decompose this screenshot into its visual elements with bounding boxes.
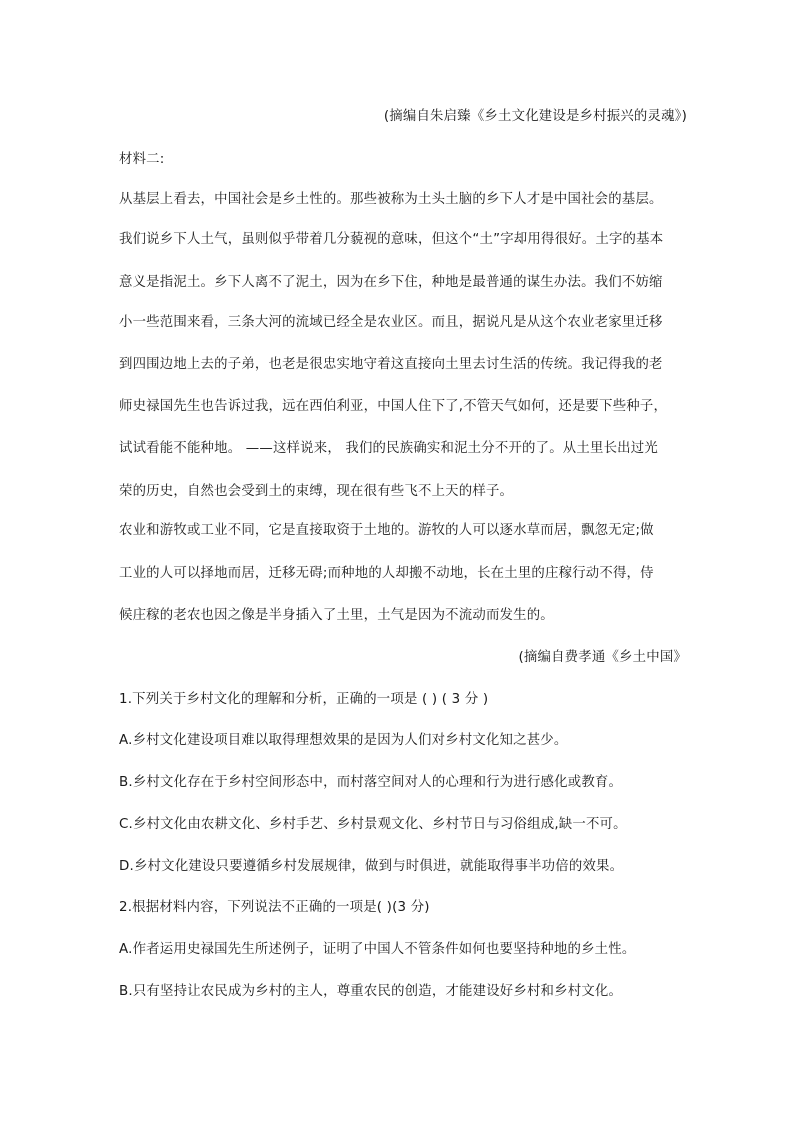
paragraph-line: 小一些范围来看，三条大河的流域已经全是农业区。而且，据说凡是从这个农业老家里迁移: [119, 315, 663, 330]
source-citation-two: (摘编自费孝通《乡土中国》: [518, 650, 687, 665]
paragraph-line: 从基层上看去，中国社会是乡土性的。那些被称为土头土脑的乡下人才是中国社会的基层。: [119, 192, 663, 207]
paragraph-line: 候庄稼的老农也因之像是半身插入了土里，土气是因为不流动而发生的。: [119, 608, 554, 623]
question-2-stem: 2.根据材料内容，下列说法不正确的一项是( )(3 分): [119, 900, 430, 915]
paragraph-line: 工业的人可以择地而居，迁移无碍;而种地的人却搬不动地，长在土里的庄稼行动不得，侍: [119, 566, 654, 581]
question-1-option-c: C.乡村文化由农耕文化、乡村手艺、乡村景观文化、乡村节日与习俗组成,缺一不可。: [119, 817, 627, 832]
question-1-option-d: D.乡村文化建设只要遵循乡村发展规律，做到与时俱进，就能取得事半功倍的效果。: [119, 859, 624, 874]
paragraph-line: 我们说乡下人土气，虽则似乎带着几分藐视的意味，但这个“土”字却用得很好。土字的基本: [119, 232, 664, 247]
question-2-option-b: B.只有坚持让农民成为乡村的主人，尊重农民的创造，才能建设好乡村和乡村文化。: [119, 984, 623, 999]
source-citation-top: (摘编自朱启臻《乡土文化建设是乡村振兴的灵魂》): [383, 109, 687, 124]
paragraph-line: 试试看能不能种地。 ——这样说来， 我们的民族确实和泥土分不开的了。从土里长出过光: [119, 441, 658, 456]
paragraph-line: 意义是指泥土。乡下人离不了泥土，因为在乡下住，种地是最普通的谋生办法。我们不妨缩: [119, 275, 663, 290]
paragraph-line: 到四围边地上去的子弟，也老是很忠实地守着这直接向土里去讨生活的传统。我记得我的老: [119, 357, 663, 372]
question-1-stem: 1.下列关于乡村文化的理解和分析，正确的一项是 ( ) ( 3 分 ): [119, 692, 489, 707]
question-1-option-a: A.乡村文化建设项目难以取得理想效果的是因为人们对乡村文化知之甚少。: [119, 733, 568, 748]
paragraph-line: 师史禄国先生也告诉过我，远在西伯利亚，中国人住下了,不管天气如何，还是要下些种子，: [119, 399, 668, 414]
paragraph-line: 荣的历史，自然也会受到土的束缚，现在很有些飞不上天的样子。: [119, 484, 514, 499]
question-1-option-b: B.乡村文化存在于乡村空间形态中，而村落空间对人的心理和行为进行感化或教育。: [119, 775, 623, 790]
question-2-option-a: A.作者运用史禄国先生所述例子，证明了中国人不管条件如何也要坚持种地的乡土性。: [119, 942, 636, 957]
material-two-label: 材料二:: [119, 152, 165, 167]
paragraph-line: 农业和游牧或工业不同，它是直接取资于土地的。游牧的人可以逐水草而居，飘忽无定;做: [119, 523, 654, 538]
